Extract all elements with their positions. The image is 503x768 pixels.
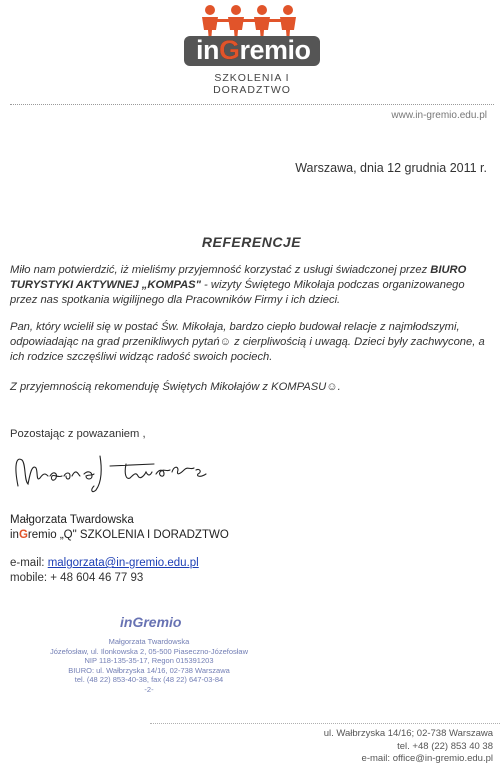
stamp-line: Małgorzata Twardowska (108, 637, 190, 646)
paragraph-2: Pan, który wcielił się w postać Św. Mikołaja, bardzo ciepło budował relacje z najmłodszymi, odpowiadając na grad przenikliwych pytań☺ z cierpliwością i uwagą. Dzieci były zachwycone, a ich rodzice szczęśliwi widząc radość swoich pociech. (10, 321, 485, 363)
footer-address: ul. Wałbrzyska 14/16; 02-738 Warszawa (323, 728, 493, 739)
letter-heading: REFERENCJE (201, 234, 302, 250)
stamp-text (34, 637, 264, 694)
mobile-line: mobile: + 48 604 46 77 93 (10, 572, 144, 584)
logo-word-in: in (196, 35, 219, 65)
footer-divider (150, 723, 500, 724)
paragraph-1-company: BIURO TURYSTYKI AKTYWNEJ „KOMPAS" (10, 264, 467, 291)
stamp-line: -2- (144, 684, 154, 694)
paragraph-1-text-a: Miło nam potwierdzić, iż mieliśmy przyjemność korzystać z usługi świadczonej przez (10, 264, 431, 276)
header-divider (10, 104, 494, 105)
signer-company-g: G (18, 529, 28, 541)
signer-company-rest: remio „Q" SZKOLENIA I DORADZTWO (27, 529, 229, 541)
paragraph-3: Z przyjemnością rekomenduję Świętych Mikołajów z KOMPASU☺. (10, 381, 341, 393)
signer-block (10, 513, 229, 543)
stamp-line: NIP 118-135-35-17, Regon 015391203 (84, 656, 214, 665)
letter-date: Warszawa, dnia 12 grudnia 2011 r. (295, 161, 487, 175)
brand-logo (196, 36, 311, 64)
logo-word-remio: remio (239, 35, 311, 65)
paragraph-1-text-c: - wizyty Świętego Mikołaja podczas organizowanego przez nas spotkania wigilijnego dla Pracowników Firmy i ich dzieci. (10, 279, 465, 306)
signer-company-in: in (10, 529, 19, 541)
stamp-line: BIURO: ul. Wałbrzyska 14/16, 02-738 Warszawa (68, 665, 230, 675)
paragraph-1 (10, 263, 494, 308)
website-url: www.in-gremio.edu.pl (391, 110, 487, 121)
stamp-line: Józefosław, ul. Ilonkowska 2, 05-500 Piaseczno-Józefosław (49, 646, 249, 656)
handwritten-signature (6, 446, 226, 498)
signer-name: Małgorzata Twardowska (10, 514, 134, 526)
email-link[interactable]: malgorzata@in-gremio.edu.pl (47, 557, 199, 569)
email-label: e-mail: (10, 557, 48, 569)
footer-phone: tel. +48 (22) 853 40 38 (397, 740, 493, 752)
company-stamp (34, 614, 264, 700)
stamp-line: tel. (48 22) 853-40-38, fax (48 22) 647-03-84 (74, 675, 224, 684)
email-line (10, 556, 199, 571)
footer-contact (324, 728, 493, 766)
footer-email: e-mail: office@in-gremio.edu.pl (361, 753, 493, 764)
contact-block (10, 556, 199, 586)
logo-tagline: SZKOLENIA I DORADZTWO (213, 72, 291, 96)
signer-company (10, 528, 229, 543)
logo-word-g: G (219, 35, 240, 65)
closing-line: Pozostając z powazaniem , (10, 428, 146, 440)
stamp-logo: inGremio (120, 614, 182, 630)
